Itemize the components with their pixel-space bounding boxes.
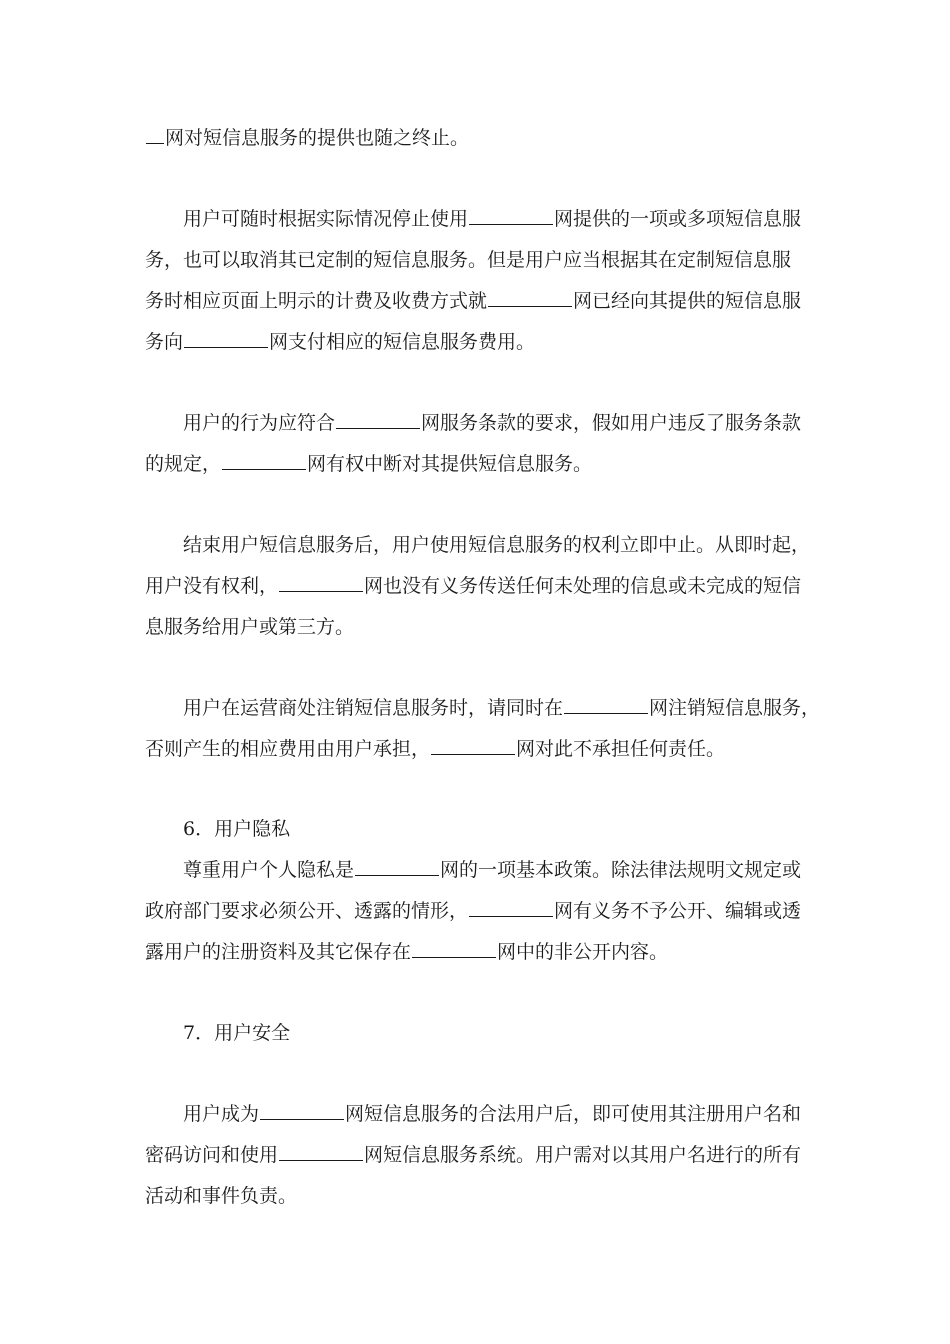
fill-blank — [279, 573, 363, 592]
fill-blank — [184, 329, 268, 348]
text-line — [145, 246, 830, 274]
text-span: 结束用户短信息服务后，用户使用短信息服务的权利立即中止。从即时起， — [183, 534, 811, 556]
text-span: 网有义务不予公开、编辑或透 — [554, 900, 802, 922]
text-span: 的规定， — [145, 453, 222, 475]
text-line — [145, 1182, 830, 1210]
text-line — [183, 1100, 830, 1128]
text-line — [145, 328, 830, 356]
text-span: 务时相应页面上明示的计费及收费方式就 — [145, 290, 488, 312]
text-span: 网对短信息服务的提供也随之终止。 — [165, 127, 470, 149]
text-line — [145, 450, 830, 478]
fill-blank — [431, 736, 515, 755]
text-span: 网中的非公开内容。 — [497, 941, 669, 963]
text-span: 用户可随时根据实际情况停止使用 — [183, 208, 469, 230]
text-line — [183, 205, 830, 233]
text-span: 网已经向其提供的短信息服 — [573, 290, 802, 312]
section-heading: 6．用户隐私 — [183, 818, 291, 840]
fill-blank — [412, 939, 496, 958]
text-span: 网短信息服务的合法用户后，即可使用其注册用户名和 — [345, 1103, 802, 1125]
text-line — [183, 694, 830, 722]
fill-blank — [146, 125, 164, 144]
text-line — [145, 124, 830, 152]
fill-blank — [469, 206, 553, 225]
text-span: 用户的行为应符合 — [183, 412, 336, 434]
text-span: 网对此不承担任何责任。 — [516, 738, 726, 760]
text-line — [183, 856, 830, 884]
text-span: 网也没有义务传送任何未处理的信息或未完成的短信 — [364, 575, 802, 597]
text-span: 息服务给用户或第三方。 — [145, 616, 355, 638]
fill-blank — [222, 451, 306, 470]
text-span: 务向 — [145, 331, 184, 353]
text-line — [145, 287, 830, 315]
text-line — [145, 897, 830, 925]
text-span: 用户在运营商处注销短信息服务时，请同时在 — [183, 697, 564, 719]
text-span: 网提供的一项或多项短信息服 — [554, 208, 802, 230]
fill-blank — [355, 857, 439, 876]
text-span: 网的一项基本政策。除法律法规明文规定或 — [440, 859, 802, 881]
text-span: 网注销短信息服务， — [649, 697, 821, 719]
text-span: 密码访问和使用 — [145, 1144, 279, 1166]
text-span: 活动和事件负责。 — [145, 1185, 298, 1207]
text-span: 网短信息服务系统。用户需对以其用户名进行的所有 — [364, 1144, 802, 1166]
fill-blank — [469, 898, 553, 917]
text-line — [145, 1141, 830, 1169]
text-line — [183, 409, 830, 437]
text-span: 网有权中断对其提供短信息服务。 — [307, 453, 593, 475]
text-line — [145, 735, 830, 763]
text-line — [183, 531, 830, 559]
fill-blank — [336, 410, 420, 429]
text-span: 用户没有权利， — [145, 575, 279, 597]
fill-blank — [488, 288, 572, 307]
fill-blank — [260, 1101, 344, 1120]
text-span: 务，也可以取消其已定制的短信息服务。但是用户应当根据其在定制短信息服 — [145, 249, 792, 271]
text-span: 政府部门要求必须公开、透露的情形， — [145, 900, 469, 922]
text-span: 网支付相应的短信息服务费用。 — [269, 331, 536, 353]
text-span: 网服务条款的要求，假如用户违反了服务条款 — [421, 412, 802, 434]
fill-blank — [564, 695, 648, 714]
fill-blank — [279, 1142, 363, 1161]
text-span: 否则产生的相应费用由用户承担， — [145, 738, 431, 760]
text-line — [145, 572, 830, 600]
text-span: 露用户的注册资料及其它保存在 — [145, 941, 412, 963]
text-line — [145, 613, 830, 641]
section-heading: 7．用户安全 — [183, 1022, 291, 1044]
text-line — [145, 938, 830, 966]
text-span: 用户成为 — [183, 1103, 260, 1125]
text-span: 尊重用户个人隐私是 — [183, 859, 355, 881]
